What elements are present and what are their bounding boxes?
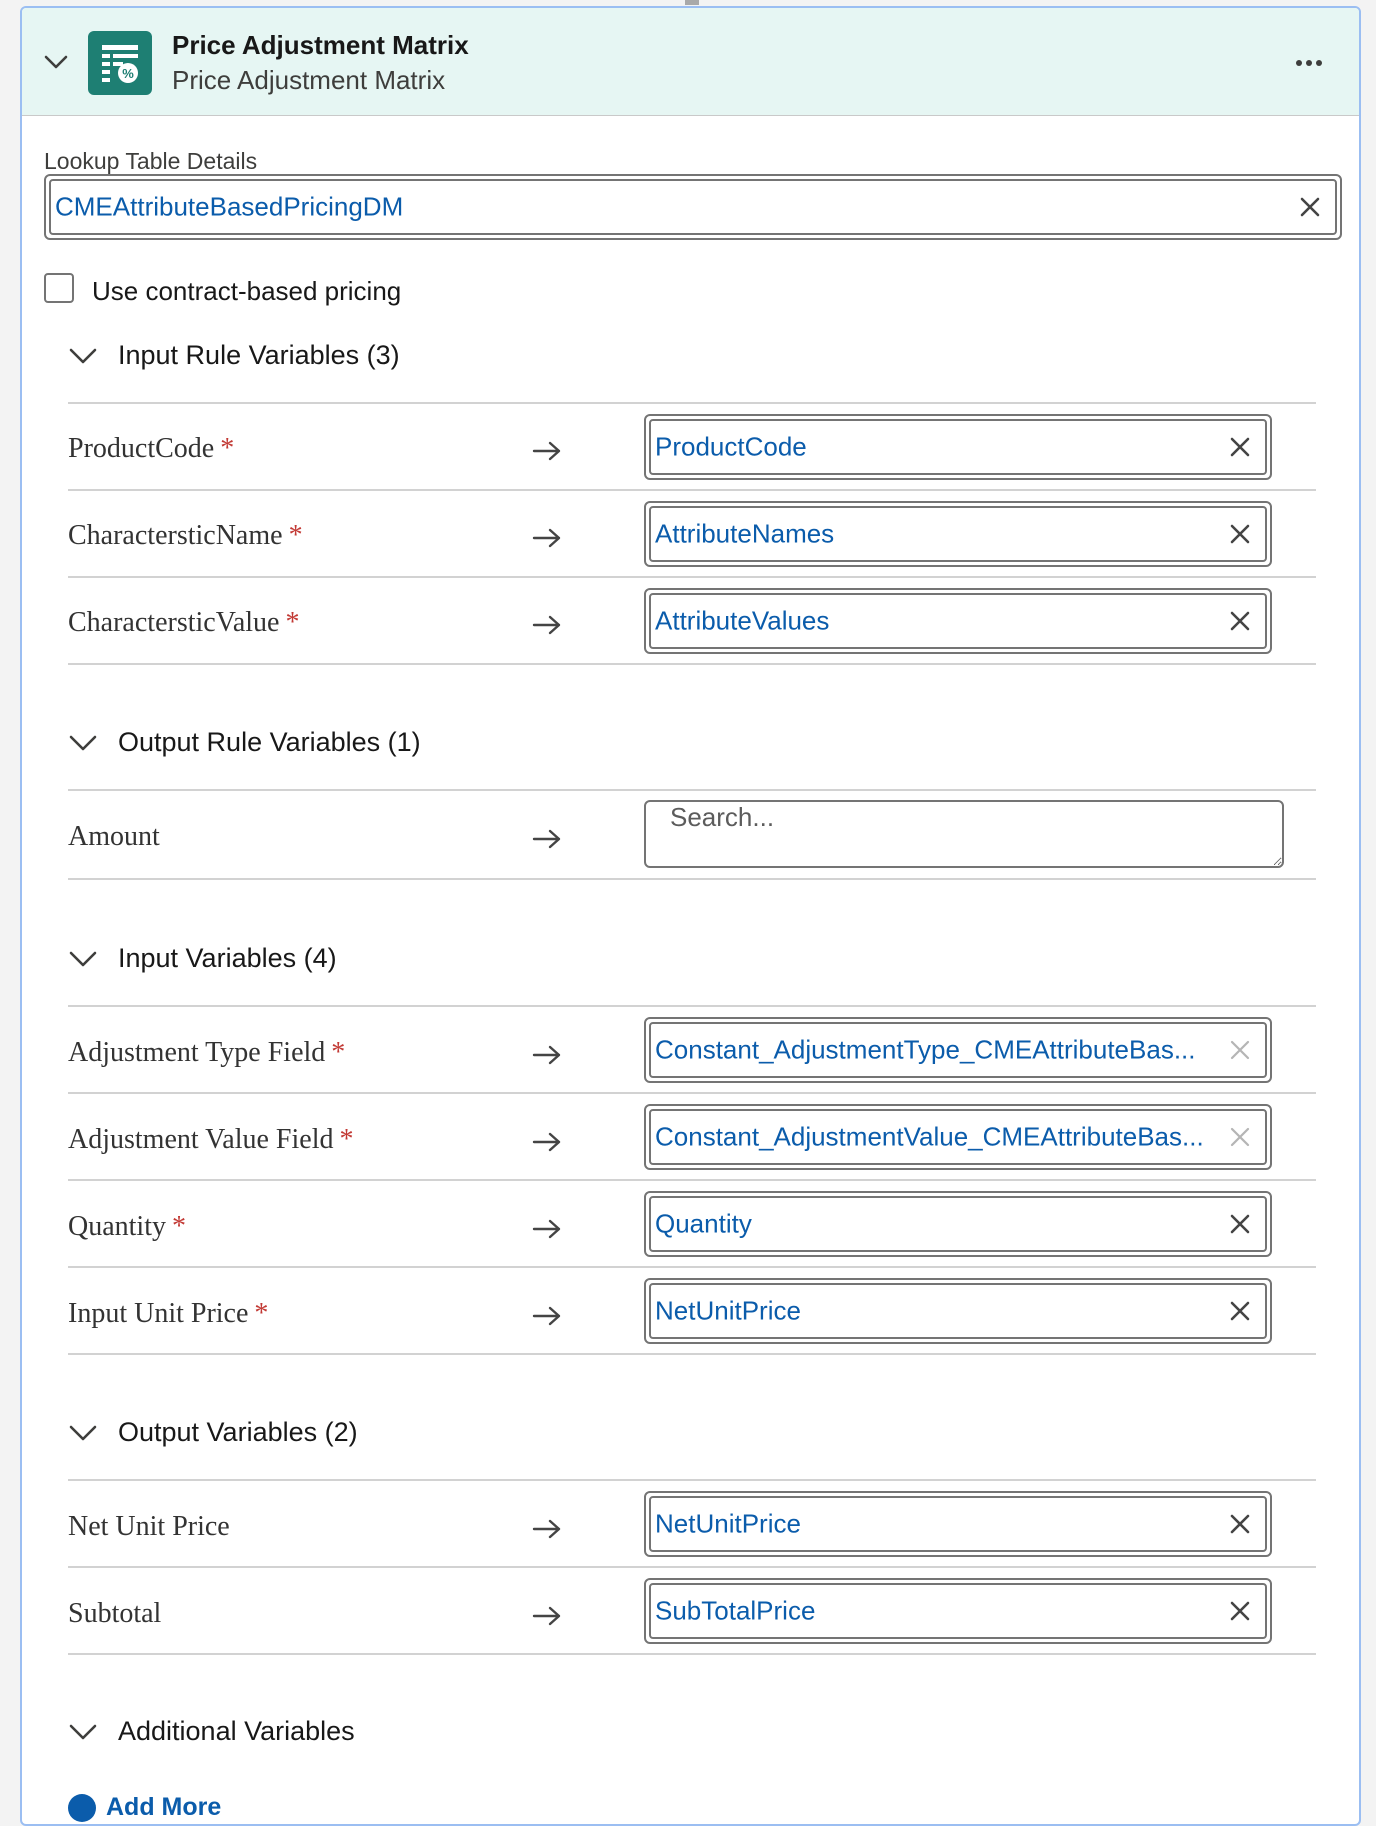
- close-icon: [1227, 521, 1253, 547]
- section-toggle-input-rule[interactable]: [68, 340, 400, 371]
- divider: [68, 1005, 1316, 1007]
- divider: [68, 489, 1316, 491]
- divider: [68, 1353, 1316, 1355]
- variable-value-field[interactable]: [644, 1578, 1272, 1644]
- variable-value: Constant_AdjustmentType_CMEAttributeBas...: [655, 1034, 1196, 1065]
- collapse-button[interactable]: [40, 46, 72, 78]
- arrow-right-icon: [532, 1305, 562, 1327]
- variable-value: AttributeNames: [655, 518, 835, 549]
- variable-value-field[interactable]: [644, 414, 1272, 480]
- variable-value-field[interactable]: [644, 588, 1272, 654]
- variable-value: ProductCode: [655, 431, 807, 462]
- variable-value: NetUnitPrice: [655, 1295, 801, 1326]
- clear-value-button[interactable]: [1227, 1598, 1253, 1624]
- arrow-right-icon: [532, 1218, 562, 1240]
- divider: [68, 1179, 1316, 1181]
- section-toggle-input-vars[interactable]: [68, 943, 337, 974]
- variable-label: Quantity *: [68, 1211, 186, 1242]
- clear-value-button[interactable]: [1227, 521, 1253, 547]
- chevron-down-icon: [68, 346, 98, 366]
- variable-label: Adjustment Value Field *: [68, 1124, 354, 1155]
- clear-value-button[interactable]: [1227, 1211, 1253, 1237]
- contract-pricing-checkbox[interactable]: [44, 273, 74, 303]
- variable-label: Adjustment Type Field *: [68, 1037, 346, 1068]
- section-title: Input Variables (4): [118, 943, 337, 973]
- section-title: Additional Variables: [118, 1716, 355, 1746]
- variable-value-field[interactable]: [644, 501, 1272, 567]
- clear-value-button[interactable]: [1227, 1124, 1253, 1150]
- divider: [68, 789, 1316, 791]
- svg-text:%: %: [122, 66, 134, 81]
- variable-label: Net Unit Price: [68, 1511, 230, 1542]
- section-title: Input Rule Variables (3): [118, 340, 400, 370]
- chevron-down-icon: [68, 733, 98, 753]
- resize-handle[interactable]: [685, 0, 699, 5]
- arrow-right-icon: [532, 1518, 562, 1540]
- clear-value-button[interactable]: [1227, 434, 1253, 460]
- variable-value-field[interactable]: [644, 1191, 1272, 1257]
- contract-pricing-label: Use contract-based pricing: [92, 276, 402, 306]
- variable-value: Quantity: [655, 1208, 752, 1239]
- clear-value-button[interactable]: [1227, 1298, 1253, 1324]
- section-toggle-additional[interactable]: [68, 1716, 355, 1747]
- clear-value-button[interactable]: [1227, 1511, 1253, 1537]
- variable-label: CharactersticValue *: [68, 607, 300, 638]
- variable-value: NetUnitPrice: [655, 1508, 801, 1539]
- divider: [68, 1266, 1316, 1268]
- divider: [68, 1092, 1316, 1094]
- clear-lookup-button[interactable]: [1297, 194, 1323, 220]
- panel-subtitle: Price Adjustment Matrix: [172, 65, 446, 95]
- add-icon: [68, 1794, 96, 1822]
- close-icon: [1227, 1124, 1253, 1150]
- clear-value-button[interactable]: [1227, 1037, 1253, 1063]
- more-options-icon: [1289, 48, 1329, 78]
- variable-value-field[interactable]: [644, 1104, 1272, 1170]
- close-icon: [1227, 434, 1253, 460]
- lookup-table-field[interactable]: [44, 174, 1342, 240]
- panel-header: [22, 8, 1359, 116]
- section-toggle-output-rule[interactable]: [68, 727, 421, 758]
- section-toggle-output-vars[interactable]: [68, 1417, 358, 1448]
- section-title: Output Rule Variables (1): [118, 727, 421, 757]
- arrow-right-icon: [532, 828, 562, 850]
- arrow-right-icon: [532, 440, 562, 462]
- add-more-button[interactable]: [68, 1793, 221, 1822]
- close-icon: [1297, 194, 1323, 220]
- divider: [68, 878, 1316, 880]
- arrow-right-icon: [532, 527, 562, 549]
- divider: [68, 1479, 1316, 1481]
- divider: [68, 1653, 1316, 1655]
- chevron-down-icon: [68, 949, 98, 969]
- close-icon: [1227, 608, 1253, 634]
- lookup-table-label: Lookup Table Details: [44, 148, 258, 174]
- variable-label: CharactersticName *: [68, 520, 303, 551]
- arrow-right-icon: [532, 614, 562, 636]
- chevron-down-icon: [40, 46, 72, 78]
- add-more-label: Add More: [106, 1793, 222, 1821]
- close-icon: [1227, 1598, 1253, 1624]
- divider: [68, 576, 1316, 578]
- variable-value: SubTotalPrice: [655, 1595, 816, 1626]
- chevron-down-icon: [68, 1423, 98, 1443]
- variable-value: AttributeValues: [655, 605, 830, 636]
- price-adjustment-panel: [20, 6, 1361, 1826]
- section-title: Output Variables (2): [118, 1417, 358, 1447]
- variable-label: Subtotal: [68, 1598, 162, 1629]
- arrow-right-icon: [532, 1605, 562, 1627]
- variable-label: Amount: [68, 821, 160, 852]
- close-icon: [1227, 1511, 1253, 1537]
- variable-label: Input Unit Price *: [68, 1298, 269, 1329]
- lookup-table-value: CMEAttributeBasedPricingDM: [55, 191, 404, 222]
- price-table-icon: [88, 31, 152, 95]
- arrow-right-icon: [532, 1131, 562, 1153]
- divider: [68, 402, 1316, 404]
- more-actions-button[interactable]: [1289, 48, 1329, 78]
- divider: [68, 1566, 1316, 1568]
- variable-value-field[interactable]: [644, 1491, 1272, 1557]
- close-icon: [1227, 1298, 1253, 1324]
- divider: [68, 663, 1316, 665]
- variable-value: Constant_AdjustmentValue_CMEAttributeBas...: [655, 1121, 1204, 1152]
- clear-value-button[interactable]: [1227, 608, 1253, 634]
- panel-title: Price Adjustment Matrix: [172, 30, 469, 60]
- amount-search-input[interactable]: [644, 800, 1284, 868]
- arrow-right-icon: [532, 1044, 562, 1066]
- variable-value-field[interactable]: [644, 1278, 1272, 1344]
- chevron-down-icon: [68, 1722, 98, 1742]
- close-icon: [1227, 1211, 1253, 1237]
- close-icon: [1227, 1037, 1253, 1063]
- variable-value-field[interactable]: [644, 1017, 1272, 1083]
- variable-label: ProductCode *: [68, 433, 235, 464]
